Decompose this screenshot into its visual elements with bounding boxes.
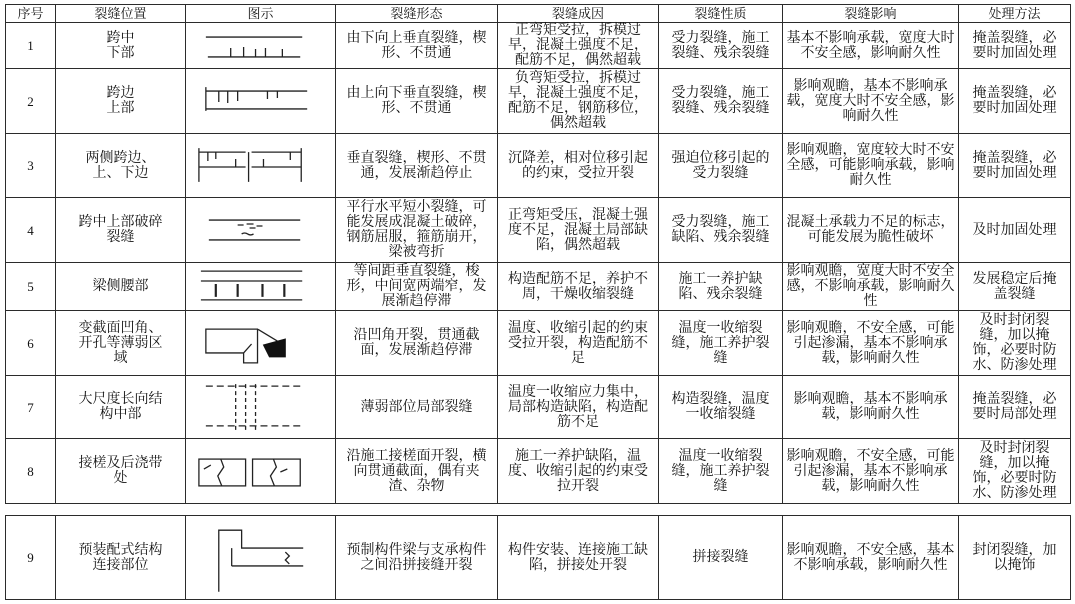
diagram-wrap: [186, 311, 335, 375]
cell-location: [56, 439, 186, 504]
crack-diagram-row-8: [186, 439, 335, 503]
cell-form: [336, 439, 498, 504]
cell-cause: [498, 439, 659, 504]
cell-form: [336, 23, 498, 69]
diagram-wrap: [186, 134, 335, 197]
crack-nature-text: 温度一收缩裂缝，施工养护裂缝: [671, 320, 770, 366]
crack-nature-text: 温度一收缩裂缝，施工养护裂缝: [671, 448, 770, 494]
crack-diagram-row-1: [186, 23, 335, 68]
crack-nature-text: 施工一养护缺陷、残余裂缝: [678, 271, 763, 302]
cell-impact: [783, 134, 959, 198]
cell-impact: [783, 198, 959, 263]
header-nature-label: 裂缝性质: [694, 6, 747, 21]
cell-no: [6, 311, 56, 376]
cell-diagram: [186, 263, 336, 311]
table-row: [6, 516, 1071, 600]
row-number: 8: [27, 463, 34, 479]
cell-treatment: [959, 198, 1071, 263]
row-number: 1: [27, 38, 34, 53]
cell-treatment: [959, 23, 1071, 69]
cell-treatment: [959, 69, 1071, 134]
crack-treatment-text: 发展稳定后掩盖裂缝: [972, 271, 1057, 302]
crack-nature-text: 受力裂缝，施工裂缝、残余裂缝: [671, 86, 770, 116]
crack-cause-text: 温度、收缩引起的约束受拉开裂，构造配筋不足: [508, 320, 648, 366]
crack-diagram-row-7: [186, 376, 335, 438]
table-row: [6, 134, 1071, 198]
crack-diagram-row-3: [186, 134, 335, 197]
cell-nature: [659, 23, 783, 69]
table-row: [6, 23, 1071, 69]
cell-nature: [659, 263, 783, 311]
cell-diagram: [186, 376, 336, 439]
cell-nature: [659, 376, 783, 439]
crack-nature-text: 受力裂缝，施工缺陷、残余裂缝: [671, 215, 770, 245]
diagram-wrap: [186, 439, 335, 503]
diagram-wrap: [186, 69, 335, 133]
crack-location-text: 大尺度长向结 构中部: [78, 392, 163, 422]
cell-form: [336, 263, 498, 311]
crack-impact-text: 混凝土承载力不足的标志，可能发展为脆性破坏: [786, 215, 955, 245]
cell-impact: [783, 311, 959, 376]
row-number: 4: [27, 222, 34, 238]
crack-cause-text: 负弯矩受拉，拆模过早，混凝土强度不足，配筋不足，钢筋移位，偶然超载: [508, 71, 648, 131]
table-row: [6, 311, 1071, 376]
table-row: [6, 69, 1071, 134]
row-number: 9: [27, 550, 34, 565]
crack-impact-text: 影响观瞻，宽度大时不安全感，不影响承载，影响耐久性: [786, 264, 955, 309]
cell-treatment: [959, 439, 1071, 504]
crack-cause-text: 施工一养护缺陷，温度、收缩引起的约束受拉开裂: [508, 448, 648, 494]
crack-form-text: 预制构件梁与支承构件之间沿拼接缝开裂: [346, 542, 487, 573]
crack-diagram-row-5: [186, 263, 335, 310]
cell-location: [56, 376, 186, 439]
crack-nature-text: 构造裂缝，温度一收缩裂缝: [671, 392, 770, 422]
crack-cause-text: 构件安装、连接施工缺陷，拼接处开裂: [508, 542, 648, 573]
cell-location: [56, 23, 186, 69]
crack-location-text: 接槎及后浇带 处: [78, 456, 163, 486]
crack-cause-text: 温度一收缩应力集中，局部构造缺陷，构造配筋不足: [508, 384, 648, 430]
cell-cause: [498, 69, 659, 134]
cell-diagram: [186, 23, 336, 69]
cell-nature: [659, 69, 783, 134]
cell-location: [56, 311, 186, 376]
cell-location: [56, 69, 186, 134]
crack-form-text: 薄弱部位局部裂缝: [360, 399, 473, 415]
crack-location-text: 跨中 下部: [106, 30, 135, 61]
cell-nature: [659, 134, 783, 198]
cell-treatment: [959, 134, 1071, 198]
row-number: 7: [27, 399, 34, 415]
header-diagram-label: 图示: [247, 6, 274, 21]
crack-location-text: 梁侧腰部: [92, 279, 149, 294]
row-number: 6: [27, 335, 34, 351]
table-header-row: [6, 5, 1071, 23]
header-form-label: 裂缝形态: [390, 6, 443, 21]
crack-treatment-text: 及时封闭裂缝，加以掩饰，必要时防水、防渗处理: [972, 441, 1057, 501]
crack-cause-text: 沉降差，相对位移引起的约束，受拉开裂: [508, 150, 648, 181]
cell-nature: [659, 439, 783, 504]
table-row: [6, 263, 1071, 311]
cell-treatment: [959, 516, 1071, 600]
row-number: 5: [27, 279, 34, 294]
cell-form: [336, 376, 498, 439]
header-no: [6, 5, 56, 23]
cell-treatment: [959, 376, 1071, 439]
cell-cause: [498, 311, 659, 376]
cell-diagram: [186, 439, 336, 504]
cell-diagram: [186, 311, 336, 376]
cell-nature: [659, 516, 783, 600]
cell-cause: [498, 263, 659, 311]
crack-cause-text: 正弯矩受压，混凝土强度不足，混凝土局部缺陷，偶然超载: [508, 207, 648, 253]
cell-location: [56, 198, 186, 263]
row-number: 2: [27, 93, 34, 109]
crack-table-continued: [5, 515, 1071, 600]
crack-diagram-row-6: [186, 311, 335, 375]
cell-form: [336, 134, 498, 198]
cell-form: [336, 516, 498, 600]
header-diagram: [186, 5, 336, 23]
header-cause: [498, 5, 659, 23]
crack-treatment-text: 封闭裂缝，加以掩饰: [972, 542, 1057, 573]
cell-no: [6, 23, 56, 69]
cell-no: [6, 198, 56, 263]
cell-no: [6, 376, 56, 439]
header-impact: [783, 5, 959, 23]
header-nature: [659, 5, 783, 23]
cell-no: [6, 263, 56, 311]
crack-form-text: 等间距垂直裂缝，梭形，中间宽两端窄，发展渐趋停滞: [346, 264, 487, 309]
crack-impact-text: 影响观瞻，不安全感，基本不影响承载，影响耐久性: [786, 542, 955, 573]
crack-impact-text: 影响观瞻，基本不影响承载，影响耐久性: [793, 392, 948, 422]
crack-form-text: 沿施工接槎面开裂，横向贯通截面，偶有夹渣、杂物: [346, 448, 487, 494]
crack-treatment-text: 掩盖裂缝，必要时加固处理: [972, 30, 1057, 61]
crack-location-text: 变截面凹角、 开孔等薄弱区 域: [78, 320, 163, 366]
crack-treatment-text: 及时封闭裂缝，加以掩饰，必要时防水、防渗处理: [972, 313, 1057, 373]
crack-location-text: 跨边 上部: [106, 86, 135, 116]
diagram-wrap: [186, 516, 335, 599]
cell-form: [336, 198, 498, 263]
cell-diagram: [186, 69, 336, 134]
cell-treatment: [959, 263, 1071, 311]
crack-form-text: 垂直裂缝，楔形、不贯通，发展渐趋停止: [346, 150, 487, 181]
crack-impact-text: 影响观瞻，不安全感，可能引起渗漏，基本不影响承载，影响耐久性: [786, 320, 955, 366]
cell-treatment: [959, 311, 1071, 376]
table-row: [6, 198, 1071, 263]
cell-location: [56, 516, 186, 600]
cell-impact: [783, 263, 959, 311]
cell-cause: [498, 134, 659, 198]
crack-impact-text: 影响观瞻，不安全感，可能引起渗漏，基本不影响承载，影响耐久性: [786, 448, 955, 494]
cell-impact: [783, 23, 959, 69]
cell-impact: [783, 516, 959, 600]
header-location: [56, 5, 186, 23]
crack-form-text: 平行水平短小裂缝，可能发展成混凝土破碎，钢筋屈服，箍筋崩开，梁被弯折: [346, 200, 487, 260]
cell-cause: [498, 198, 659, 263]
crack-treatment-text: 掩盖裂缝，必要时局部处理: [972, 392, 1057, 422]
crack-location-text: 跨中上部破碎 裂缝: [78, 215, 163, 245]
crack-location-text: 两侧跨边、 上、下边: [85, 150, 156, 181]
cell-impact: [783, 69, 959, 134]
row-number: 3: [27, 158, 34, 173]
diagram-wrap: [186, 198, 335, 262]
cell-diagram: [186, 134, 336, 198]
crack-cause-text: 正弯矩受拉，拆模过早，混凝土强度不足，配筋不足，偶然超载: [508, 23, 648, 68]
crack-treatment-text: 及时加固处理: [972, 222, 1057, 238]
cell-no: [6, 516, 56, 600]
cell-diagram: [186, 516, 336, 600]
header-treatment-label: 处理方法: [988, 6, 1041, 21]
cell-no: [6, 69, 56, 134]
crack-impact-text: 影响观瞻，宽度较大时不安全感，可能影响承载，影响耐久性: [786, 143, 955, 188]
crack-treatment-text: 掩盖裂缝，必要时加固处理: [972, 150, 1057, 181]
cell-cause: [498, 23, 659, 69]
cell-form: [336, 69, 498, 134]
cell-diagram: [186, 198, 336, 263]
cell-impact: [783, 376, 959, 439]
crack-impact-text: 基本不影响承载，宽度大时不安全感，影响耐久性: [786, 30, 955, 61]
header-no-label: 序号: [17, 6, 44, 21]
crack-diagram-row-4: [186, 198, 335, 262]
crack-cause-text: 构造配筋不足，养护不周，干燥收缩裂缝: [508, 271, 648, 302]
cell-nature: [659, 311, 783, 376]
cell-location: [56, 134, 186, 198]
crack-treatment-text: 掩盖裂缝，必要时加固处理: [972, 86, 1057, 116]
crack-nature-text: 受力裂缝，施工裂缝、残余裂缝: [671, 30, 770, 61]
crack-form-text: 由上向下垂直裂缝，楔形、不贯通: [346, 86, 487, 116]
cell-form: [336, 311, 498, 376]
crack-nature-text: 拼接裂缝: [692, 550, 749, 565]
cell-cause: [498, 516, 659, 600]
diagram-wrap: [186, 263, 335, 310]
header-form: [336, 5, 498, 23]
table-row: [6, 439, 1071, 504]
header-cause-label: 裂缝成因: [551, 6, 604, 21]
crack-table: [5, 4, 1071, 504]
diagram-wrap: [186, 376, 335, 438]
crack-form-text: 沿凹角开裂，贯通截面，发展渐趋停滞: [353, 328, 480, 358]
cell-no: [6, 439, 56, 504]
crack-nature-text: 强迫位移引起的受力裂缝: [671, 150, 770, 181]
crack-diagram-row-9: [186, 516, 335, 599]
diagram-wrap: [186, 23, 335, 68]
cell-no: [6, 134, 56, 198]
cell-impact: [783, 439, 959, 504]
header-location-label: 裂缝位置: [94, 6, 147, 21]
crack-diagram-row-2: [186, 69, 335, 133]
header-treatment: [959, 5, 1071, 23]
cell-nature: [659, 198, 783, 263]
header-impact-label: 裂缝影响: [844, 6, 897, 21]
crack-impact-text: 影响观瞻，基本不影响承载，宽度大时不安全感，影响耐久性: [786, 78, 955, 124]
table-row: [6, 376, 1071, 439]
crack-location-text: 预装配式结构 连接部位: [78, 542, 163, 573]
cell-cause: [498, 376, 659, 439]
cell-location: [56, 263, 186, 311]
crack-form-text: 由下向上垂直裂缝，楔形、不贯通: [346, 30, 487, 61]
